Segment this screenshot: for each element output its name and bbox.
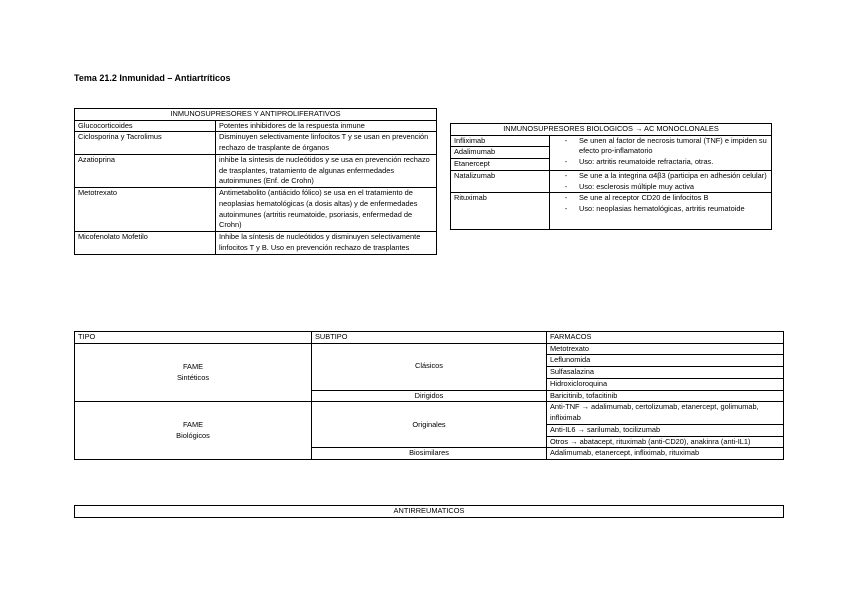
farmaco-cell: Baricitinib, tofacitinib — [547, 390, 784, 402]
fame-table — [74, 331, 784, 460]
farmaco-cell: Otros → abatacept, rituximab (anti-CD20), anakinra (anti-IL1) — [547, 436, 784, 448]
subtipo-cell: Clásicos — [312, 343, 547, 390]
table-row — [75, 343, 784, 355]
farmaco-cell: Anti-TNF → adalimumab, certolizumab, etanercept, golimumab, infliximab — [547, 402, 784, 424]
table-header: INMUNOSUPRESORES BIOLOGICOS → AC MONOCLONALES — [451, 124, 772, 136]
bullet-dash: - — [564, 157, 568, 167]
farmaco-cell: Metotrexato — [547, 343, 784, 355]
drug-cell: Natalizumab — [451, 170, 550, 192]
table-row — [451, 170, 772, 192]
bullet-text: Uso: esclerosis múltiple muy activa — [579, 181, 695, 191]
tipo-sublabel: Biológicos — [176, 430, 210, 440]
bullet-text: Uso: neoplasias hematológicas, artritis reumatoide — [579, 204, 745, 214]
table-row — [75, 154, 437, 187]
column-header-subtipo: SUBTIPO — [312, 332, 547, 344]
bullet-item — [553, 171, 768, 182]
bullet-text: Se une al receptor CD20 de linfocitos B — [579, 193, 709, 203]
table-row — [75, 188, 437, 232]
table-header: INMUNOSUPRESORES Y ANTIPROLIFERATIVOS — [75, 109, 437, 121]
bullet-text: Uso: artritis reumatoide refractaria, otras. — [579, 157, 714, 167]
table-header: ANTIRREUMATICOS — [75, 506, 784, 518]
farmaco-cell: Sulfasalazina — [547, 367, 784, 379]
bullet-dash: - — [564, 204, 568, 214]
description-cell — [550, 135, 772, 170]
description-cell — [550, 170, 772, 192]
farmaco-cell: Anti-IL6 → sarilumab, tocilizumab — [547, 424, 784, 436]
drug-cell: Adalimumab — [451, 147, 550, 159]
table-row — [451, 135, 772, 147]
bullet-text: Se une a la integrina α4β3 (participa en adhesión celular) — [579, 170, 767, 180]
subtipo-cell: Biosimilares — [312, 448, 547, 460]
tipo-sublabel: Sintéticos — [176, 372, 210, 382]
bullet-item — [553, 136, 768, 157]
tipo-label: FAME — [182, 420, 204, 429]
bullet-dash: - — [564, 135, 568, 145]
page-title: Tema 21.2 Inmunidad – Antiartríticos — [74, 73, 231, 83]
table-row — [75, 402, 784, 424]
drug-cell: Etanercept — [451, 159, 550, 171]
bullet-text: Se unen al factor de necrosis tumoral (TNF) e impiden su efecto pro-inflamatorio — [579, 135, 767, 156]
table-row — [75, 232, 437, 254]
tipo-label: FAME — [182, 361, 204, 371]
description-cell: Antimetabolito (antiácido fólico) se usa en el tratamiento de neoplasias hematológicas (a dosis altas) y de enfermedades autoinmunes (artritis reumatoide, psoriasis, enfermedad de Crohn) — [216, 188, 437, 232]
farmaco-cell: Leflunomida — [547, 355, 784, 367]
drug-cell: Metotrexato — [75, 188, 216, 232]
antirreumaticos-table — [74, 505, 784, 518]
table-row — [75, 120, 437, 132]
column-header-tipo: TIPO — [75, 332, 312, 344]
bullet-item — [553, 182, 768, 193]
tipo-cell — [75, 402, 312, 460]
bullet-dash: - — [564, 170, 568, 180]
drug-cell: Rituximab — [451, 193, 550, 230]
bullet-dash: - — [564, 181, 568, 191]
farmaco-cell: Adalimumab, etanercept, infliximab, rituximab — [547, 448, 784, 460]
bullet-dash: - — [564, 193, 568, 203]
biologicos-table — [450, 123, 772, 230]
table-row — [451, 193, 772, 230]
subtipo-cell: Originales — [312, 402, 547, 448]
description-cell: Disminuyen selectivamente linfocitos T y se usan en prevención rechazo de trasplante de órganos — [216, 132, 437, 154]
drug-cell: Azatioprina — [75, 154, 216, 187]
bullet-item — [553, 193, 768, 204]
drug-cell: Micofenolato Mofetilo — [75, 232, 216, 254]
drug-cell: Infliximab — [451, 135, 550, 147]
description-cell: Potentes inhibidores de la respuesta inmune — [216, 120, 437, 132]
bullet-item — [553, 204, 768, 215]
bullet-item — [553, 157, 768, 168]
header-row — [75, 332, 784, 344]
description-cell: Inhibe la síntesis de nucleótidos y disminuyen selectivamente linfocitos T y B. Uso en prevención rechazo de trasplantes — [216, 232, 437, 254]
table-row — [75, 132, 437, 154]
drug-cell: Glucocorticoides — [75, 120, 216, 132]
inmunosupresores-table — [74, 108, 437, 255]
description-cell: inhibe la síntesis de nucleótidos y se usa en prevención rechazo de trasplantes, tratamiento de algunas enfermedades autoinmunes (Enf. de Crohn) — [216, 154, 437, 187]
farmaco-cell: Hidroxicloroquina — [547, 378, 784, 390]
drug-cell: Ciclosporina y Tacrolimus — [75, 132, 216, 154]
subtipo-cell: Dirigidos — [312, 390, 547, 402]
description-cell — [550, 193, 772, 230]
column-header-farmacos: FARMACOS — [547, 332, 784, 344]
tipo-cell — [75, 343, 312, 402]
